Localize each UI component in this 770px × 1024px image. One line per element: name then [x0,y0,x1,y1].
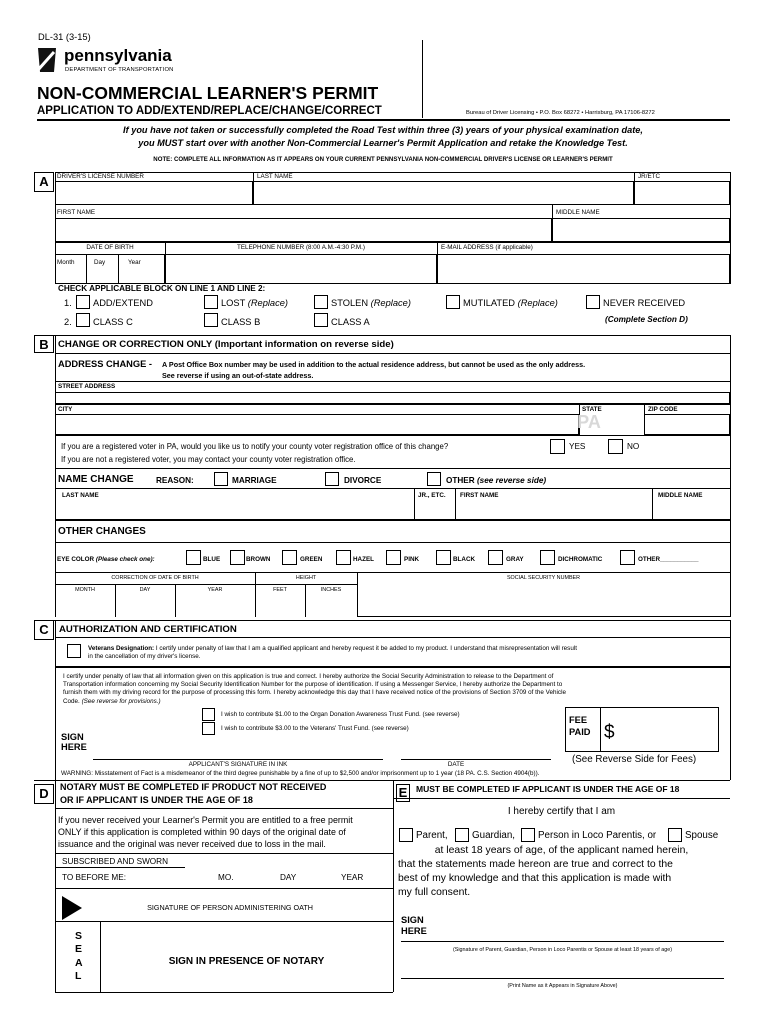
notary-signature-caption: SIGNATURE OF PERSON ADMINISTERING OATH [147,903,313,912]
eye-color-label: EYE COLOR (Please check one): [57,556,155,563]
eye-gray-label: GRAY [506,556,524,563]
section-b-letter: B [34,335,54,353]
seal-letters: S E A L [75,930,83,982]
first-name-label: FIRST NAME [57,209,96,216]
cert-line-3: furnish them with my driving record for the purpose of processing this form. I hereby acknowledge this day that I have received notice of the provisions of Section 3709 of the Vehicle [63,689,566,696]
date-caption: DATE [447,761,465,768]
middle-name-field[interactable] [552,218,730,242]
b-jr-label: JR., ETC. [418,492,446,499]
voter-question-1: If you are a registered voter in PA, would you like us to notify your county voter registration office of this change? [61,442,449,451]
e-body-2: that the statements made hereon are true and correct to the [398,859,673,870]
applicant-signature-field[interactable] [93,740,383,759]
address-change-label: ADDRESS CHANGE - [58,359,153,369]
veterans-trust-label: I wish to contribute $3.00 to the Veterans' Trust Fund. (see reverse) [221,725,409,732]
notice-line-2: you MUST start over with another Non-Commercial Learner's Permit Application and retake the Knowledge Test. [138,138,628,148]
last-name-field[interactable] [253,181,634,205]
street-address-label: STREET ADDRESS [58,383,116,390]
section-d-letter: D [34,784,54,804]
fee-label: FEE [569,715,588,725]
class-c-checkbox[interactable] [76,313,90,327]
paid-label: PAID [569,727,591,737]
parent-checkbox[interactable] [399,828,413,842]
cert-line-2: Transportation information concerning my Social Security Identification Number for the purpose of identification. If using a Messenger Service, I hereby authorize the Department to [63,681,563,688]
section-c-heading: AUTHORIZATION AND CERTIFICATION [59,624,237,635]
height-label: HEIGHT [295,575,317,581]
spouse-label: Spouse [685,830,719,841]
eye-pink-checkbox[interactable] [386,550,401,565]
sign-in-presence-label: SIGN IN PRESENCE OF NOTARY [168,956,325,967]
other-reason-label: OTHER (see reverse side) [446,476,547,485]
class-a-label: CLASS A [331,317,370,327]
print-name-caption: (Print Name as it Appears in Signature Above) [507,983,618,989]
b-last-name-label: LAST NAME [62,492,99,499]
form-title: NON-COMMERCIAL LEARNER'S PERMIT [37,83,379,103]
eye-brown-checkbox[interactable] [230,550,245,565]
section-d-heading-1: NOTARY MUST BE COMPLETED IF PRODUCT NOT RECEIVED [60,782,327,792]
b-first-name-label: FIRST NAME [460,492,499,499]
street-address-field[interactable] [55,392,730,404]
eye-other-checkbox[interactable] [620,550,635,565]
e-body-1: at least 18 years of age, of the applicant named herein, [434,845,689,856]
notary-year-label: YEAR [341,873,364,882]
out-of-state-note: See reverse if using an out-of-state address. [162,371,314,380]
bureau-address: Bureau of Driver Licensing • P.O. Box 68272 • Harrisburg, PA 17106-8272 [466,110,655,116]
section-e-letter: E [396,784,410,802]
to-before-label: TO BEFORE ME: [62,873,126,882]
section-a-letter: A [34,172,54,192]
dob-field[interactable] [55,254,165,284]
stolen-label: STOLEN (Replace) [331,298,411,308]
eye-dichromatic-checkbox[interactable] [540,550,555,565]
eye-green-checkbox[interactable] [282,550,297,565]
dollar-sign: $ [604,722,615,743]
stolen-checkbox[interactable] [314,295,328,309]
loco-parentis-label: Person in Loco Parentis, or [538,830,657,841]
divorce-checkbox[interactable] [325,472,339,486]
other-reason-checkbox[interactable] [427,472,441,486]
eye-gray-checkbox[interactable] [488,550,503,565]
eye-other-label: OTHER___________ [638,556,699,563]
class-b-checkbox[interactable] [204,313,218,327]
dob-month: Month [57,259,75,266]
eye-blue-label: BLUE [203,556,221,563]
eye-black-label: BLACK [453,556,476,563]
eye-brown-label: BROWN [246,556,271,563]
loco-parentis-checkbox[interactable] [521,828,535,842]
complete-section-d-note: (Complete Section D) [605,315,688,324]
correction-dob-label: CORRECTION OF DATE OF BIRTH [111,575,199,581]
guardian-signature-caption: (Signature of Parent, Guardian, Person in Loco Parentis or Spouse at least 18 years of age) [452,947,673,953]
jr-field[interactable] [634,181,730,205]
eye-dichromatic-label: DICHROMATIC [558,556,603,563]
dob-day: Day [94,259,106,266]
state-value: PA [577,412,601,432]
warning-text: WARNING: Misstatement of Fact is a misdemeanor of the third degree punishable by a fine of up to $2,500 and/or imprisonment up to 1 year (18 PA. C.S. Section 4904(b)). [61,770,540,777]
veterans-designation-text: Veterans Designation: I certify under penalty of law that I am a qualified applicant and hereby request it be added to my product. I understand that misrepresentation will result [88,645,577,652]
add-extend-checkbox[interactable] [76,295,90,309]
e-body-4: my full consent. [398,887,471,898]
correction-fields[interactable] [55,594,355,617]
middle-name-label: MIDDLE NAME [556,209,600,216]
eye-blue-checkbox[interactable] [186,550,201,565]
dl-number-field[interactable] [55,181,253,205]
never-received-checkbox[interactable] [586,295,600,309]
never-received-label: NEVER RECEIVED [603,298,686,308]
notary-day-label: DAY [280,873,297,882]
cert-line-1: I certify under penalty of law that all information given on this application is true and correct. I hereby authorize the Social Security Administration to release to the Department of [63,673,554,680]
subscribed-label: SUBSCRIBED AND SWORN [62,857,168,866]
section-c-letter: C [34,620,54,640]
check-heading: CHECK APPLICABLE BLOCK ON LINE 1 AND LINE 2: [58,284,266,293]
form-number: DL-31 (3-15) [38,32,91,42]
section-d-body-2: ONLY if this application is completed within 90 days of the original date of [58,827,346,837]
correction-day-label: DAY [139,587,151,593]
eye-green-label: GREEN [300,556,323,563]
lost-checkbox[interactable] [204,295,218,309]
voter-yes-checkbox[interactable] [550,439,565,454]
notice-line-1: If you have not taken or successfully completed the Road Test within three (3) years of your physical examination date, [123,125,643,135]
po-box-note: A Post Office Box number may be used in addition to the actual residence address, but cannot be used as the only address. [162,360,586,369]
class-a-checkbox[interactable] [314,313,328,327]
class-b-label: CLASS B [221,317,261,327]
last-name-label: LAST NAME [257,173,293,180]
other-changes-label: OTHER CHANGES [58,526,146,537]
parent-label: Parent, [416,830,448,841]
mutilated-label: MUTILATED (Replace) [463,298,558,308]
logo-name: pennsylvania [64,46,172,65]
dob-label: DATE OF BIRTH [86,244,134,251]
email-field[interactable] [437,254,730,284]
feet-label: FEET [273,587,287,593]
e-body-3: best of my knowledge and that this application is made with [398,873,672,884]
guardian-checkbox[interactable] [455,828,469,842]
section-d-body-1: If you never received your Learner's Permit you are entitled to a free permit [58,815,353,825]
veterans-trust-checkbox[interactable] [202,722,215,735]
keystone-logo-icon [34,46,60,74]
state-label: STATE [582,406,602,413]
b-name-fields[interactable] [55,500,730,520]
veterans-designation-text-2: in the cancellation of my driver's license. [88,653,201,660]
divorce-label: DIVORCE [344,476,382,485]
date-field[interactable] [401,740,551,759]
note-line: NOTE: COMPLETE ALL INFORMATION AS IT APPEARS ON YOUR CURRENT PENNSYLVANIA NON-COMMERCIAL DRIVER'S LICENSE OR LEARNER'S PERMIT [153,156,613,163]
voter-yes-label: YES [569,442,586,451]
voter-no-checkbox[interactable] [608,439,623,454]
marriage-label: MARRIAGE [232,476,277,485]
guardian-print-name-field[interactable] [401,958,724,978]
add-extend-label: ADD/EXTEND [93,298,153,308]
applicant-signature-caption: APPLICANT'S SIGNATURE IN INK [188,761,288,768]
name-change-label: NAME CHANGE [58,474,134,485]
voter-question-2: If you are not a registered voter, you may contact your county voter registration office. [61,455,356,464]
phone-label: TELEPHONE NUMBER (8:00 A.M.-4:30 P.M.) [237,244,365,251]
form-subtitle: APPLICATION TO ADD/EXTEND/REPLACE/CHANGE/CORRECT [37,105,382,117]
mutilated-checkbox[interactable] [446,295,460,309]
eye-pink-label: PINK [404,556,420,563]
city-field[interactable] [55,414,579,435]
ssn-field[interactable] [357,584,730,617]
section-e-heading: MUST BE COMPLETED IF APPLICANT IS UNDER THE AGE OF 18 [416,784,680,794]
lost-label: LOST (Replace) [221,298,289,308]
logo-department: DEPARTMENT OF TRANSPORTATION [65,67,174,73]
jr-label: JR/ETC [638,173,661,180]
class-c-label: CLASS C [93,317,133,327]
correction-month-label: MONTH [75,587,95,593]
organ-donation-checkbox[interactable] [202,708,215,721]
ssn-label: SOCIAL SECURITY NUMBER [506,575,581,581]
spouse-checkbox[interactable] [668,828,682,842]
sign-here-label: SIGN HERE [61,732,87,752]
inches-label: INCHES [320,587,342,593]
zip-label: ZIP CODE [648,406,678,413]
see-reverse-fees: (See Reverse Side for Fees) [572,754,697,765]
phone-field[interactable] [165,254,437,284]
cert-line-4: Code. (See reverse for provisions.) [63,698,161,705]
zip-field[interactable] [644,414,730,435]
city-label: CITY [58,406,73,413]
dob-year: Year [128,259,141,266]
section-d-heading-2: OR IF APPLICANT IS UNDER THE AGE OF 18 [60,795,253,805]
line-1-number: 1. [64,298,72,308]
voter-no-label: NO [627,442,640,451]
guardian-label: Guardian, [472,830,516,841]
veterans-designation-checkbox[interactable] [67,644,81,658]
correction-year-label: YEAR [207,587,223,593]
e-sign-here-label: SIGN HERE [401,915,427,936]
b-middle-name-label: MIDDLE NAME [658,492,703,499]
notary-mo-label: MO. [218,873,234,882]
dl-number-label: DRIVER'S LICENSE NUMBER [57,173,144,180]
notary-arrow-icon [62,896,82,920]
line-2-number: 2. [64,317,72,327]
section-b-heading: CHANGE OR CORRECTION ONLY (Important information on reverse side) [58,339,394,350]
organ-donation-label: I wish to contribute $1.00 to the Organ Donation Awareness Trust Fund. (see reverse) [221,711,460,718]
guardian-signature-field[interactable] [430,920,724,941]
first-name-field[interactable] [55,218,552,242]
marriage-checkbox[interactable] [214,472,228,486]
eye-hazel-checkbox[interactable] [336,550,351,565]
reason-label: REASON: [156,476,194,485]
eye-black-checkbox[interactable] [436,550,451,565]
section-d-body-3: issuance and the original was never received due to loss in the mail. [58,839,326,849]
email-label: E-MAIL ADDRESS (if applicable) [441,244,533,251]
certify-label: I hereby certify that I am [507,806,616,817]
eye-hazel-label: HAZEL [353,556,374,563]
